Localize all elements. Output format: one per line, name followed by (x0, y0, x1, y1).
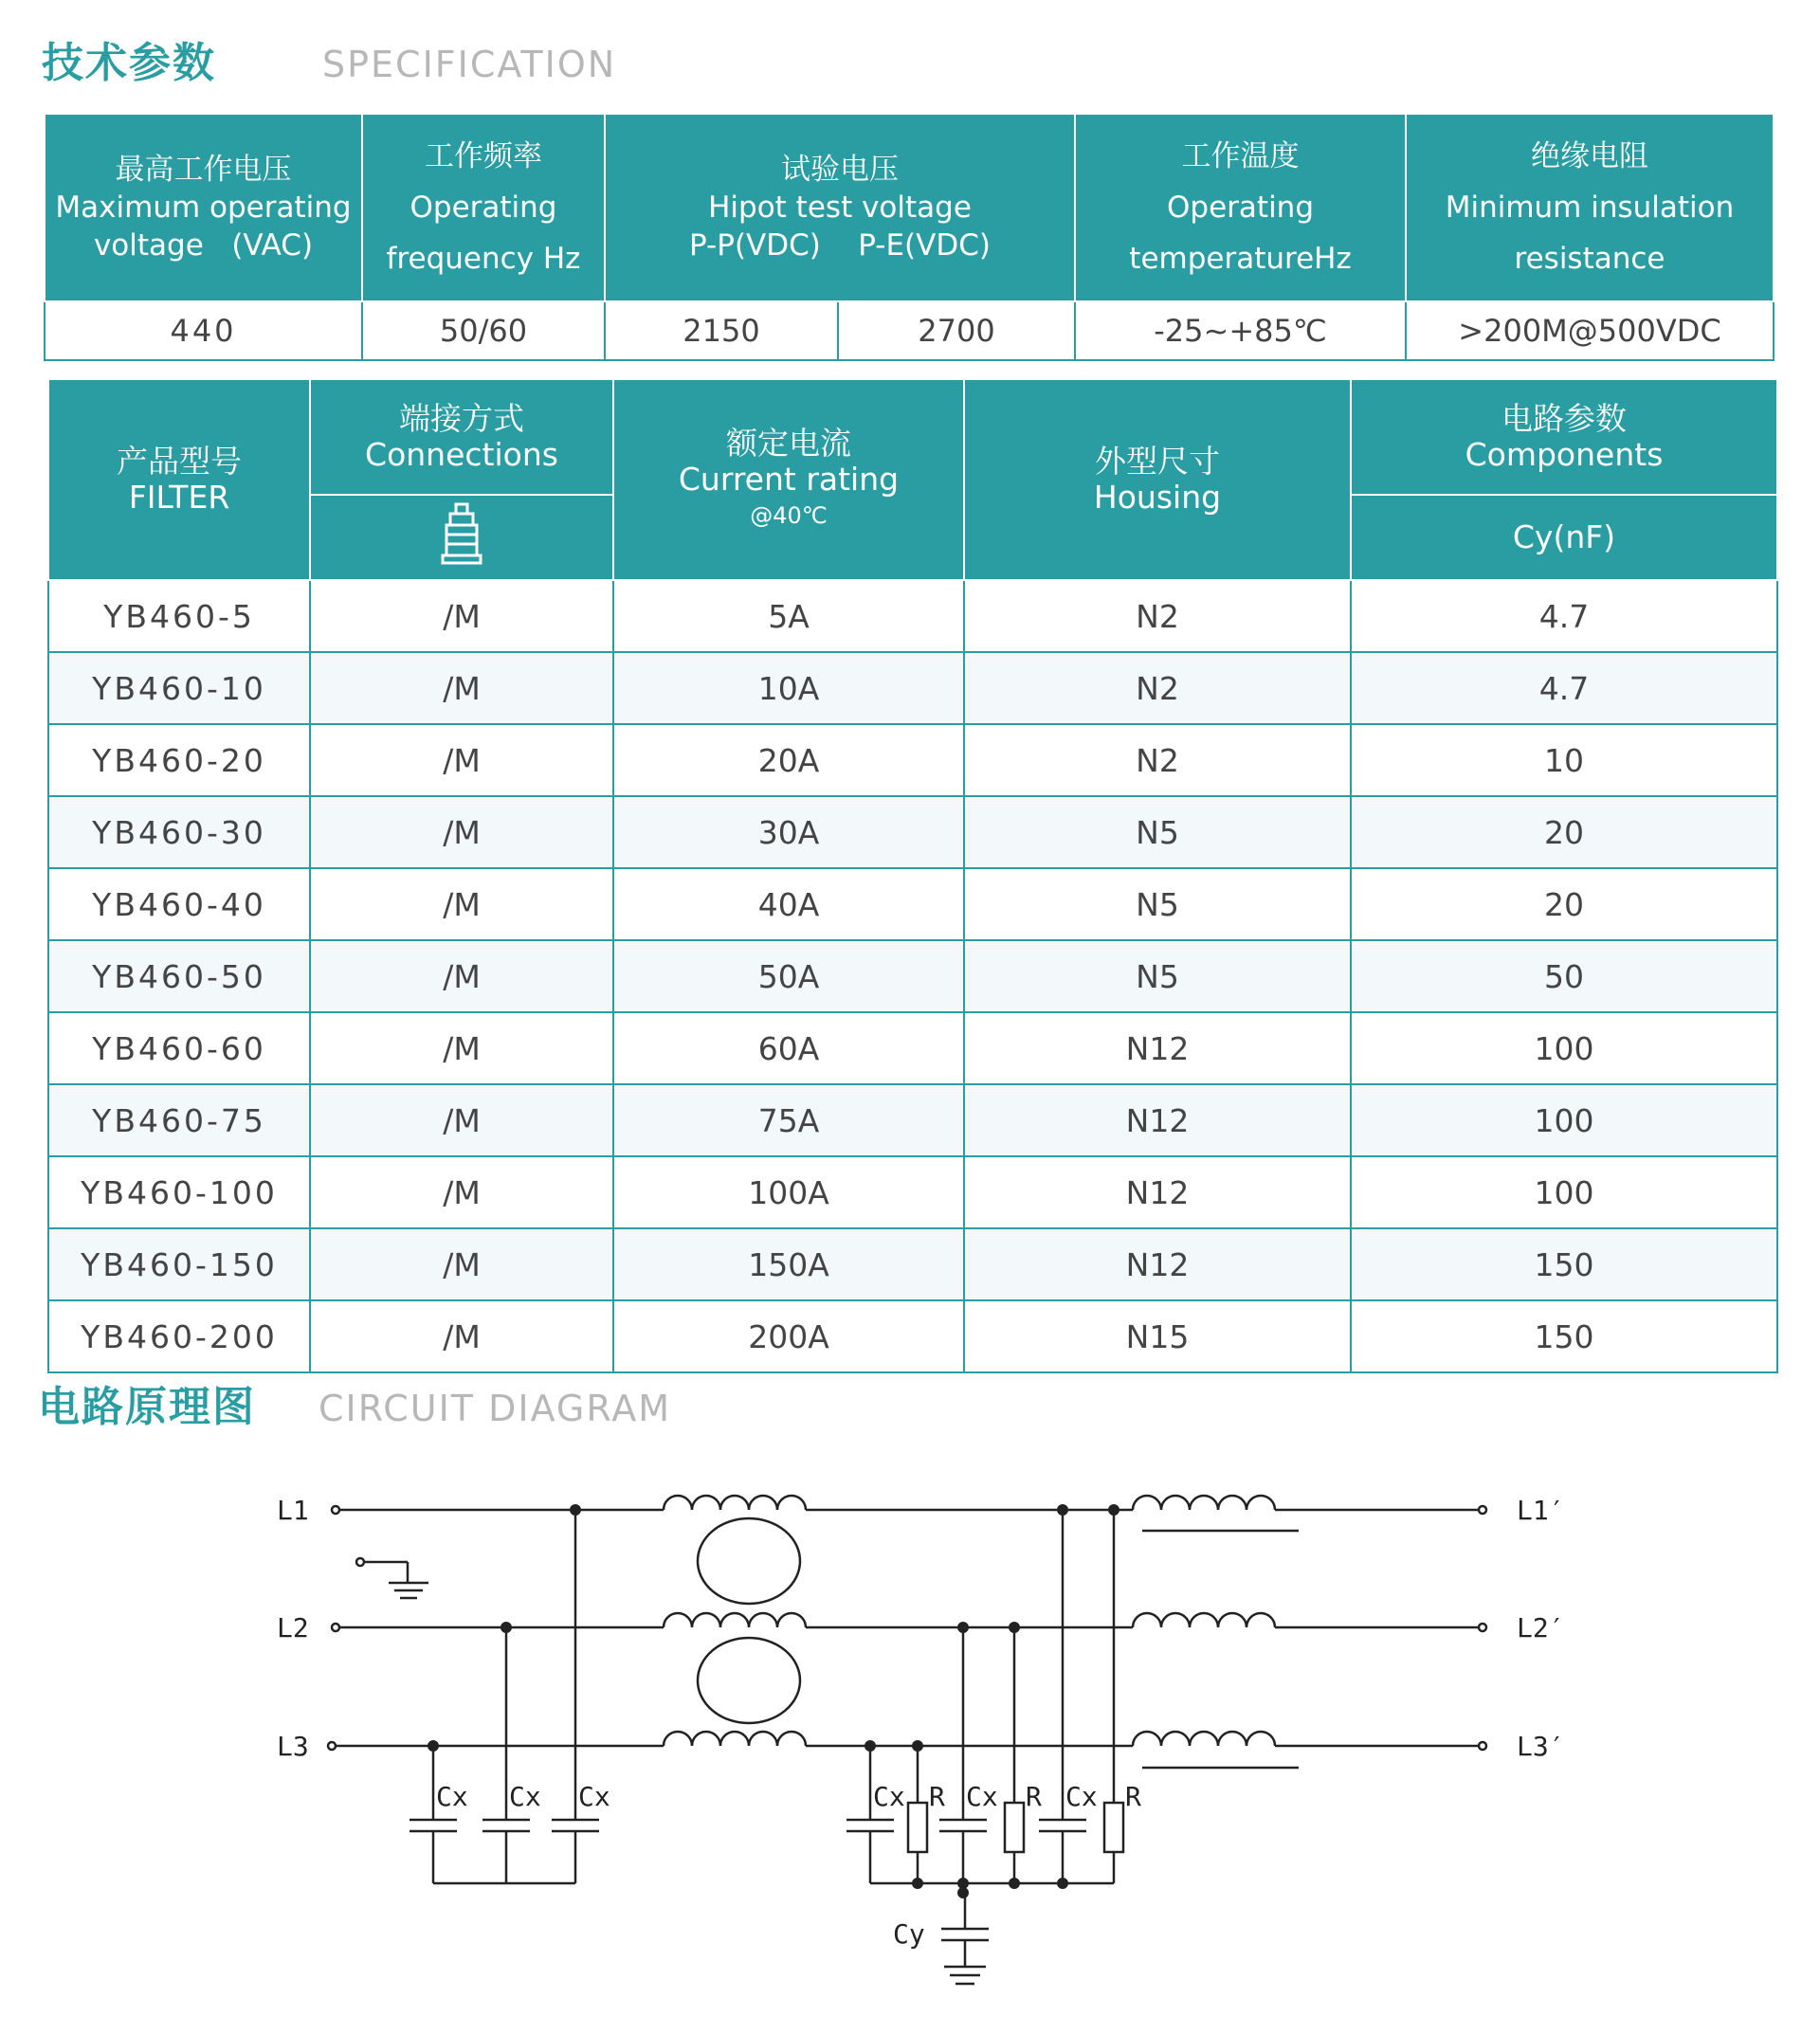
circuit-label-l2: L2 (277, 1612, 309, 1644)
spec-value-frequency: 50/60 (362, 301, 605, 360)
model-header-row-1 (48, 379, 1777, 495)
spec-header-frequency-zh: 工作频率 (425, 139, 542, 173)
spec-header-voltage-en1: Maximum operating (55, 191, 352, 225)
model-cell: YB460-10 (48, 652, 310, 724)
connection-cell: /M (310, 1012, 613, 1084)
circuit-label-r-2: R (1026, 1781, 1042, 1812)
circuit-label-r-3: R (1125, 1781, 1141, 1812)
spec-header-hipot-zh: 试验电压 (781, 153, 899, 187)
model-header-components (1351, 379, 1777, 495)
circuit-label-cx-2: Cx (509, 1781, 541, 1812)
housing-cell: N5 (964, 868, 1351, 940)
model-cell: YB460-100 (48, 1156, 310, 1228)
model-header-filter-zh: 产品型号 (117, 443, 242, 480)
spec-value-row (45, 301, 1774, 360)
model-cell: YB460-75 (48, 1084, 310, 1156)
table-row (48, 796, 1777, 868)
spec-section-title (42, 28, 616, 89)
current-cell: 5A (613, 580, 964, 652)
cy-cell: 150 (1351, 1300, 1777, 1372)
cy-cell: 100 (1351, 1012, 1777, 1084)
housing-cell: N15 (964, 1300, 1351, 1372)
spec-header-row (45, 114, 1774, 301)
cy-cell: 4.7 (1351, 652, 1777, 724)
model-header-filter (48, 379, 310, 580)
current-cell: 200A (613, 1300, 964, 1372)
cy-cell: 100 (1351, 1084, 1777, 1156)
housing-cell: N12 (964, 1156, 1351, 1228)
cy-cell: 4.7 (1351, 580, 1777, 652)
circuit-label-cy: Cy (893, 1918, 925, 1950)
model-header-current-zh: 额定电流 (726, 425, 851, 462)
cy-cell: 20 (1351, 868, 1777, 940)
spec-header-frequency-en1: Operating (410, 191, 557, 225)
connection-cell: /M (310, 796, 613, 868)
table-row (48, 940, 1777, 1012)
table-row (48, 1300, 1777, 1372)
model-header-connections-zh: 端接方式 (399, 400, 524, 437)
spec-title-zh: 技术参数 (42, 39, 216, 87)
circuit-label-l3-out: L3′ (1517, 1731, 1565, 1762)
housing-cell: N2 (964, 580, 1351, 652)
model-header-components-en: Components (1465, 436, 1664, 473)
model-rows (48, 580, 1777, 1372)
spec-title-en: SPECIFICATION (322, 44, 617, 85)
model-header-housing (964, 379, 1351, 580)
housing-cell: N2 (964, 724, 1351, 796)
model-header-current (613, 379, 964, 580)
table-row (48, 580, 1777, 652)
model-cell: YB460-50 (48, 940, 310, 1012)
current-cell: 60A (613, 1012, 964, 1084)
cy-cell: 50 (1351, 940, 1777, 1012)
spec-header-temperature-en2: temperatureHz (1129, 242, 1352, 276)
spec-header-frequency (362, 114, 605, 301)
spec-header-insulation-en2: resistance (1514, 242, 1665, 276)
model-cell: YB460-30 (48, 796, 310, 868)
table-row (48, 1084, 1777, 1156)
circuit-label-cx-3: Cx (578, 1781, 610, 1812)
model-header-connections (310, 379, 613, 495)
model-header-housing-en: Housing (1093, 479, 1222, 516)
current-cell: 50A (613, 940, 964, 1012)
model-cell: YB460-20 (48, 724, 310, 796)
spec-header-insulation-zh: 绝缘电阻 (1531, 139, 1649, 173)
model-header-current-sub: @40℃ (750, 502, 828, 529)
spec-value-temperature: -25~+85℃ (1075, 301, 1406, 360)
circuit-label-cx-4: Cx (873, 1781, 905, 1812)
spec-value-hipot-pe: 2700 (838, 301, 1075, 360)
cy-cell: 100 (1351, 1156, 1777, 1228)
model-cell: YB460-150 (48, 1228, 310, 1300)
spec-header-hipot (605, 114, 1075, 301)
model-cell: YB460-5 (48, 580, 310, 652)
spec-header-voltage-en2: voltage (VAC) (93, 228, 314, 263)
connection-cell: /M (310, 1300, 613, 1372)
housing-cell: N5 (964, 940, 1351, 1012)
cy-cell: 10 (1351, 724, 1777, 796)
housing-cell: N12 (964, 1084, 1351, 1156)
table-row (48, 868, 1777, 940)
model-cell: YB460-60 (48, 1012, 310, 1084)
connection-cell: /M (310, 1084, 613, 1156)
spec-header-hipot-en2: P-P(VDC) P-E(VDC) (689, 228, 991, 263)
connection-cell: /M (310, 940, 613, 1012)
model-header-filter-en: FILTER (128, 479, 230, 516)
spec-header-frequency-en2: frequency Hz (386, 242, 581, 276)
circuit-label-cx-5: Cx (966, 1781, 998, 1812)
spec-header-temperature-en1: Operating (1167, 191, 1315, 225)
spec-header-insulation (1406, 114, 1774, 301)
spec-header-temperature (1075, 114, 1406, 301)
connection-cell: /M (310, 1228, 613, 1300)
current-cell: 75A (613, 1084, 964, 1156)
spec-value-hipot-pp: 2150 (605, 301, 838, 360)
current-cell: 30A (613, 796, 964, 868)
model-table (47, 378, 1778, 1373)
table-row (48, 652, 1777, 724)
housing-cell: N12 (964, 1228, 1351, 1300)
model-header-components-zh: 电路参数 (1502, 400, 1627, 437)
current-cell: 40A (613, 868, 964, 940)
model-header-connection-icon-cell (310, 495, 613, 580)
spec-header-insulation-en1: Minimum insulation (1445, 191, 1735, 225)
spec-value-voltage: 440 (45, 301, 362, 360)
connection-cell: /M (310, 1156, 613, 1228)
connection-cell: /M (310, 652, 613, 724)
circuit-label-l1-out: L1′ (1517, 1495, 1565, 1526)
current-cell: 100A (613, 1156, 964, 1228)
circuit-label-cx-1: Cx (436, 1781, 468, 1812)
current-cell: 10A (613, 652, 964, 724)
table-row (48, 724, 1777, 796)
spec-header-temperature-zh: 工作温度 (1181, 139, 1300, 173)
model-cell: YB460-40 (48, 868, 310, 940)
connection-cell: /M (310, 868, 613, 940)
table-row (48, 1228, 1777, 1300)
model-header-cy: Cy(nF) (1351, 495, 1777, 580)
housing-cell: N5 (964, 796, 1351, 868)
circuit-label-l2-out: L2′ (1517, 1612, 1565, 1644)
terminal-connector-icon (441, 536, 482, 572)
table-row (48, 1012, 1777, 1084)
cy-cell: 20 (1351, 796, 1777, 868)
spec-header-hipot-en1: Hipot test voltage (708, 191, 972, 225)
circuit-diagram (0, 1422, 1820, 2009)
circuit-label-l3: L3 (277, 1731, 309, 1762)
circuit-label-cx-6: Cx (1065, 1781, 1098, 1812)
spec-header-voltage-zh: 最高工作电压 (115, 153, 292, 187)
circuit-label-r-1: R (929, 1781, 945, 1812)
spec-header-voltage (45, 114, 362, 301)
model-header-current-en: Current rating (678, 461, 900, 498)
model-header-housing-zh: 外型尺寸 (1095, 443, 1220, 480)
current-cell: 20A (613, 724, 964, 796)
circuit-title-zh: 电路原理图 (38, 1383, 256, 1431)
model-header-connections-en: Connections (365, 436, 558, 473)
current-cell: 150A (613, 1228, 964, 1300)
table-row (48, 1156, 1777, 1228)
housing-cell: N2 (964, 652, 1351, 724)
model-cell: YB460-200 (48, 1300, 310, 1372)
cy-cell: 150 (1351, 1228, 1777, 1300)
connection-cell: /M (310, 580, 613, 652)
spec-table (44, 113, 1774, 361)
housing-cell: N12 (964, 1012, 1351, 1084)
connection-cell: /M (310, 724, 613, 796)
circuit-title-en: CIRCUIT DIAGRAM (318, 1388, 671, 1429)
spec-value-insulation: >200M@500VDC (1406, 301, 1774, 360)
circuit-label-l1: L1 (277, 1495, 309, 1526)
